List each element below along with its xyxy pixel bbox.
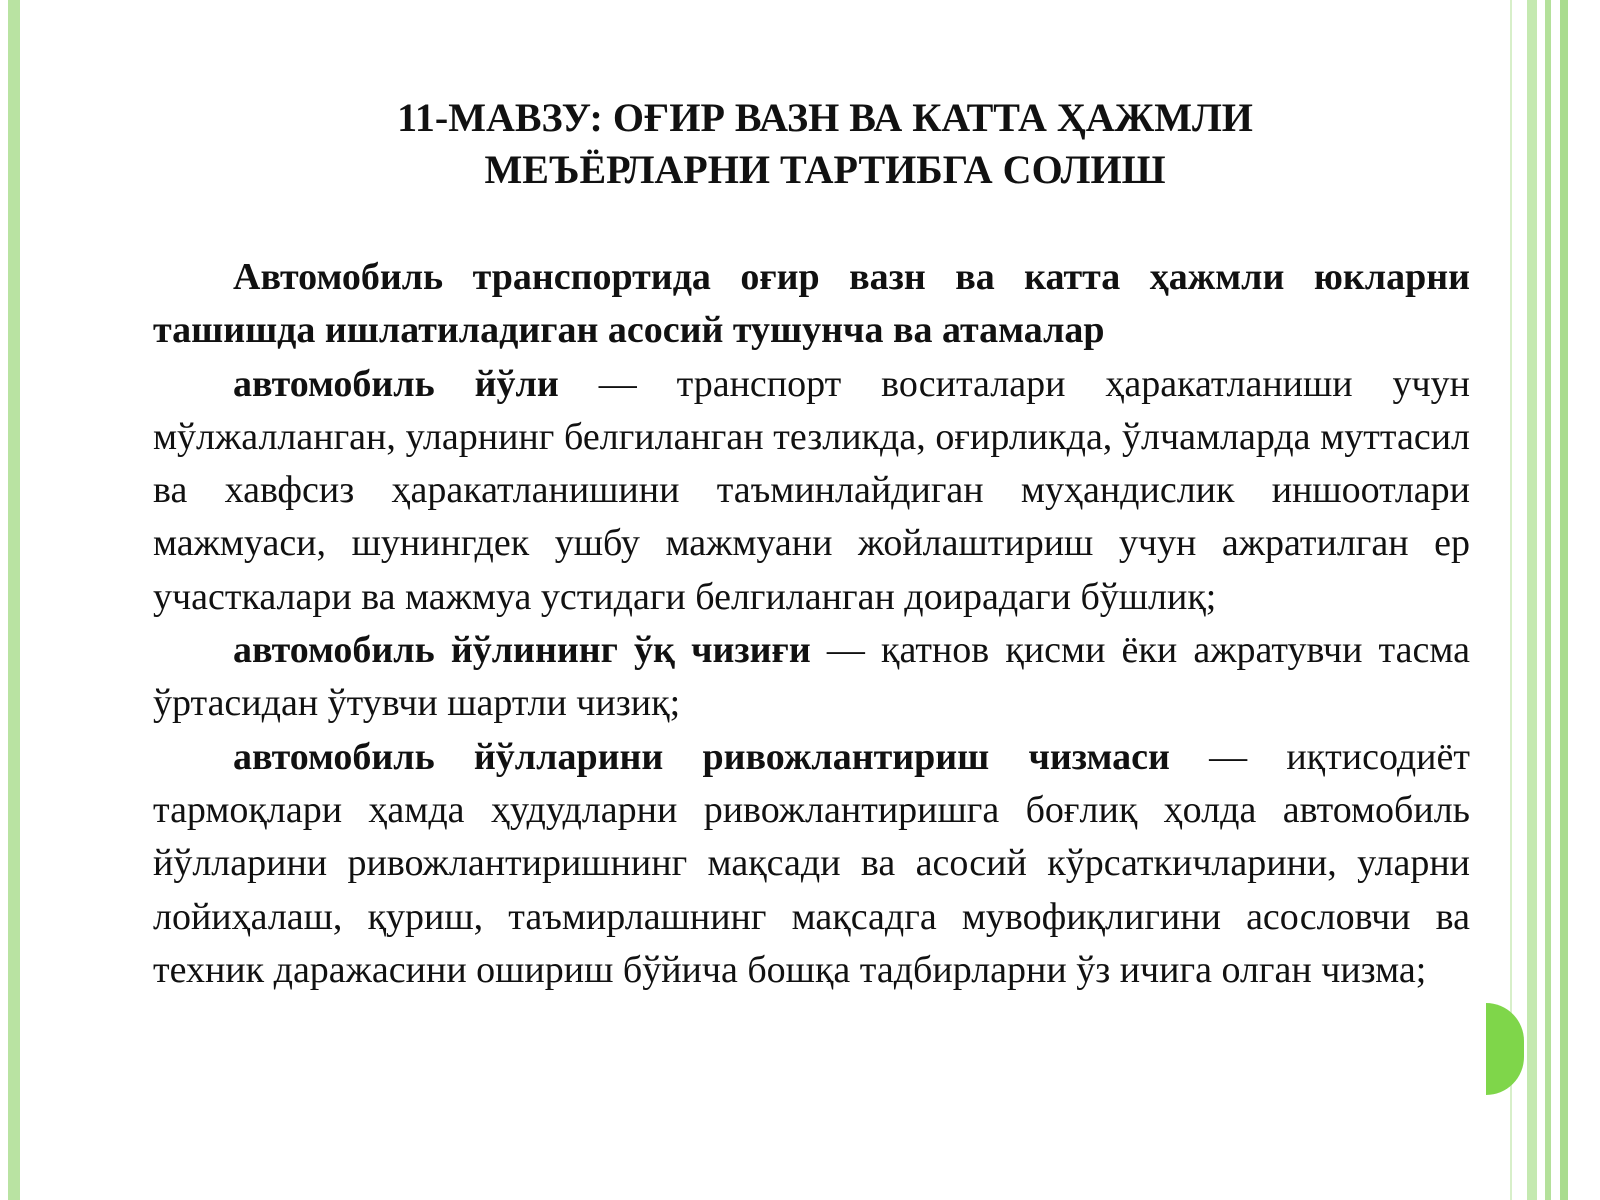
slide-body xyxy=(153,251,1470,997)
definition-1 xyxy=(153,358,1470,624)
green-half-circle-decoration xyxy=(1486,1003,1524,1095)
right-border-stripe-2 xyxy=(1545,0,1551,1200)
definition-text: — қатнов қисми ёки ажратувчи тасма ўртасидан ўтувчи шартли чизиқ; xyxy=(153,629,1471,725)
definition-2 xyxy=(153,624,1470,731)
definition-term: автомобиль йўлининг ўқ чизиғи xyxy=(233,629,811,672)
title-line-1: 11-МАВЗУ: ОҒИР ВАЗН ВА КАТТА ҲАЖМЛИ xyxy=(397,95,1253,140)
right-border-stripe-1 xyxy=(1527,0,1537,1200)
section-heading-text: Автомобиль транспортида оғир вазн ва катта ҳажмли юкларни ташишда ишлатиладиган асосий тушунча ва атамалар xyxy=(153,256,1470,352)
right-border-stripe-3 xyxy=(1560,0,1568,1200)
definition-text: — транспорт воситалари ҳаракатланиши учун мўлжалланган, уларнинг белгиланган тезликда, оғирликда, ўлчамларда муттасил ва хавфсиз ҳаракатланишини таъминлайдиган муҳандислик иншоотлари мажмуаси, шунингдек ушбу мажмуани жойлаштириш учун ажратилган ер участкалари ва мажмуа устидаги белгиланган доирадаги бўшлиқ; xyxy=(153,362,1470,618)
definition-term: автомобиль йўлларини ривожлантириш чизмаси xyxy=(233,735,1170,778)
section-heading xyxy=(153,251,1470,358)
definition-text: — иқтисодиёт тармоқлари ҳамда ҳудудларни ривожлантиришга боғлиқ ҳолда автомобиль йўлларини ривожлантиришнинг мақсади ва асосий кўрсаткичларини, уларни лойиҳалаш, қуриш, таъмирлашнинг мақсадга мувофиқлигини асословчи ва техник даражасини ошириш бўйича бошқа тадбирларни ўз ичига олган чизма; xyxy=(153,735,1470,991)
definition-term: автомобиль йўли xyxy=(233,362,559,405)
definition-3 xyxy=(153,731,1470,997)
left-border-stripe xyxy=(8,0,20,1200)
title-line-2: МЕЪЁРЛАРНИ ТАРТИБГА СОЛИШ xyxy=(484,147,1166,192)
slide-title xyxy=(300,92,1350,196)
